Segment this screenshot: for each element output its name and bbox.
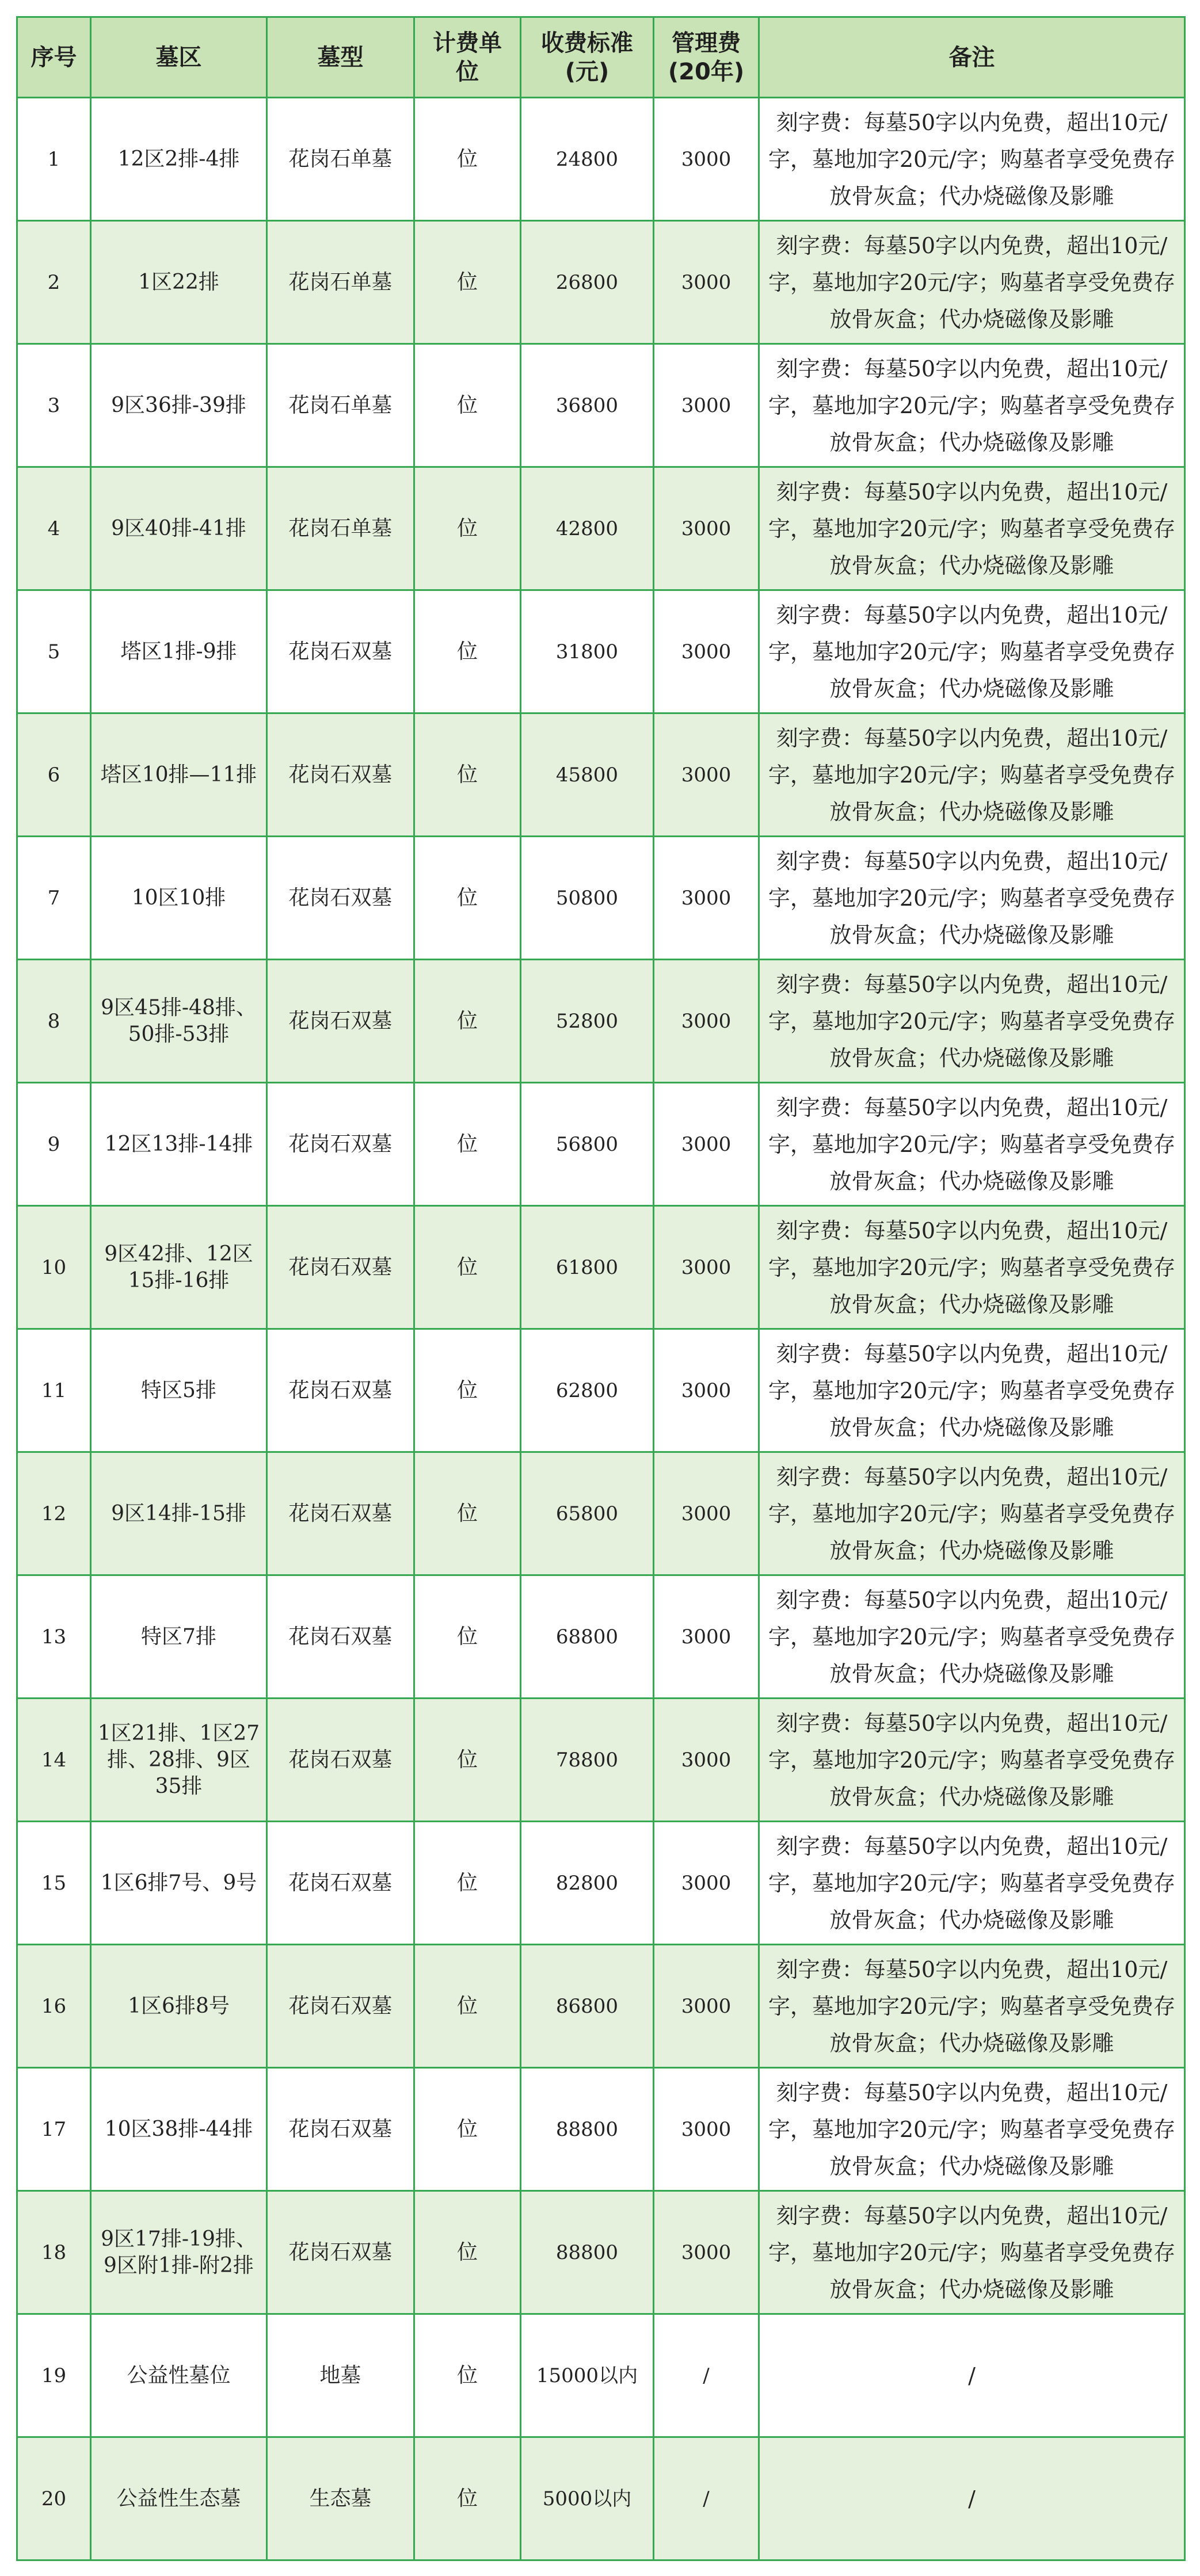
header-no: 序号 [17, 17, 91, 98]
cell-type: 花岗石双墓 [267, 1945, 414, 2068]
header-row [17, 17, 1185, 98]
cell-unit: 位 [414, 344, 521, 467]
cell-type: 地墓 [267, 2314, 414, 2437]
header-fee-line1: 管理费 [672, 29, 741, 56]
cell-unit: 位 [414, 2191, 521, 2314]
cell-type: 花岗石双墓 [267, 1206, 414, 1329]
cell-note: / [759, 2437, 1185, 2560]
table-row [17, 1083, 1185, 1206]
cell-note: 刻字费：每墓50字以内免费，超出10元/字，墓地加字20元/字；购墓者享受免费存放骨灰盒；代办烧磁像及影雕 [759, 98, 1185, 221]
cell-no: 9 [17, 1083, 91, 1206]
cell-type: 花岗石双墓 [267, 713, 414, 837]
header-unit-line1: 计费单 [433, 29, 502, 56]
cell-fee: 3000 [654, 1945, 759, 2068]
cell-area: 塔区10排—11排 [91, 713, 267, 837]
cell-area: 9区36排-39排 [91, 344, 267, 467]
table-row [17, 98, 1185, 221]
header-price-standard [521, 17, 654, 98]
table-row [17, 1329, 1185, 1452]
cell-unit: 位 [414, 590, 521, 713]
header-type: 墓型 [267, 17, 414, 98]
cell-note: 刻字费：每墓50字以内免费，超出10元/字，墓地加字20元/字；购墓者享受免费存放骨灰盒；代办烧磁像及影雕 [759, 1083, 1185, 1206]
cell-note: 刻字费：每墓50字以内免费，超出10元/字，墓地加字20元/字；购墓者享受免费存放骨灰盒；代办烧磁像及影雕 [759, 467, 1185, 590]
cell-price: 88800 [521, 2068, 654, 2191]
cell-price: 86800 [521, 1945, 654, 2068]
cell-price: 88800 [521, 2191, 654, 2314]
header-note: 备注 [759, 17, 1185, 98]
cell-no: 5 [17, 590, 91, 713]
cell-area: 9区45排-48排、50排-53排 [91, 960, 267, 1083]
cell-fee: 3000 [654, 98, 759, 221]
cell-note: 刻字费：每墓50字以内免费，超出10元/字，墓地加字20元/字；购墓者享受免费存放骨灰盒；代办烧磁像及影雕 [759, 1329, 1185, 1452]
cell-note: 刻字费：每墓50字以内免费，超出10元/字，墓地加字20元/字；购墓者享受免费存放骨灰盒；代办烧磁像及影雕 [759, 1575, 1185, 1699]
cell-area: 1区6排7号、9号 [91, 1822, 267, 1945]
table-row [17, 1822, 1185, 1945]
table-row [17, 2191, 1185, 2314]
header-fee-line2: (20年) [668, 58, 745, 85]
cell-fee: 3000 [654, 1452, 759, 1575]
cell-note: 刻字费：每墓50字以内免费，超出10元/字，墓地加字20元/字；购墓者享受免费存放骨灰盒；代办烧磁像及影雕 [759, 1206, 1185, 1329]
cell-area: 塔区1排-9排 [91, 590, 267, 713]
cell-unit: 位 [414, 837, 521, 960]
cell-unit: 位 [414, 467, 521, 590]
cell-no: 10 [17, 1206, 91, 1329]
cell-price: 68800 [521, 1575, 654, 1699]
cell-area: 9区14排-15排 [91, 1452, 267, 1575]
cell-no: 4 [17, 467, 91, 590]
table-row [17, 344, 1185, 467]
cell-area: 特区7排 [91, 1575, 267, 1699]
cell-price: 61800 [521, 1206, 654, 1329]
cell-type: 花岗石双墓 [267, 590, 414, 713]
cell-note: 刻字费：每墓50字以内免费，超出10元/字，墓地加字20元/字；购墓者享受免费存放骨灰盒；代办烧磁像及影雕 [759, 344, 1185, 467]
cell-unit: 位 [414, 2314, 521, 2437]
cell-note: 刻字费：每墓50字以内免费，超出10元/字，墓地加字20元/字；购墓者享受免费存放骨灰盒；代办烧磁像及影雕 [759, 221, 1185, 344]
cell-area: 9区42排、12区15排-16排 [91, 1206, 267, 1329]
cell-type: 花岗石双墓 [267, 1822, 414, 1945]
cell-fee: 3000 [654, 1699, 759, 1822]
cell-no: 14 [17, 1699, 91, 1822]
table-row [17, 2437, 1185, 2560]
cell-no: 2 [17, 221, 91, 344]
cell-price: 24800 [521, 98, 654, 221]
cell-unit: 位 [414, 1083, 521, 1206]
cell-no: 12 [17, 1452, 91, 1575]
cell-price: 78800 [521, 1699, 654, 1822]
cell-type: 花岗石双墓 [267, 1575, 414, 1699]
cell-unit: 位 [414, 1575, 521, 1699]
cell-area: 1区6排8号 [91, 1945, 267, 2068]
cell-no: 1 [17, 98, 91, 221]
cell-fee: 3000 [654, 2068, 759, 2191]
cell-no: 13 [17, 1575, 91, 1699]
cell-note: 刻字费：每墓50字以内免费，超出10元/字，墓地加字20元/字；购墓者享受免费存放骨灰盒；代办烧磁像及影雕 [759, 837, 1185, 960]
cell-area: 10区10排 [91, 837, 267, 960]
header-std-line2: (元) [565, 58, 609, 85]
cell-no: 3 [17, 344, 91, 467]
cell-no: 20 [17, 2437, 91, 2560]
cell-unit: 位 [414, 221, 521, 344]
table-row [17, 590, 1185, 713]
cell-fee: 3000 [654, 590, 759, 713]
cell-type: 花岗石双墓 [267, 1083, 414, 1206]
cell-note: 刻字费：每墓50字以内免费，超出10元/字，墓地加字20元/字；购墓者享受免费存放骨灰盒；代办烧磁像及影雕 [759, 2191, 1185, 2314]
cell-no: 17 [17, 2068, 91, 2191]
cell-type: 花岗石单墓 [267, 221, 414, 344]
cell-no: 18 [17, 2191, 91, 2314]
cell-type: 花岗石单墓 [267, 467, 414, 590]
cell-price: 65800 [521, 1452, 654, 1575]
cell-area: 9区17排-19排、9区附1排-附2排 [91, 2191, 267, 2314]
cell-no: 19 [17, 2314, 91, 2437]
cell-unit: 位 [414, 713, 521, 837]
cell-unit: 位 [414, 1452, 521, 1575]
cell-fee: 3000 [654, 1083, 759, 1206]
cell-area: 10区38排-44排 [91, 2068, 267, 2191]
cell-no: 8 [17, 960, 91, 1083]
cell-area: 公益性生态墓 [91, 2437, 267, 2560]
table-row [17, 2068, 1185, 2191]
cell-price: 42800 [521, 467, 654, 590]
cell-fee: 3000 [654, 1575, 759, 1699]
cell-price: 31800 [521, 590, 654, 713]
cell-fee: 3000 [654, 1206, 759, 1329]
cell-note: 刻字费：每墓50字以内免费，超出10元/字，墓地加字20元/字；购墓者享受免费存放骨灰盒；代办烧磁像及影雕 [759, 1945, 1185, 2068]
cell-area: 1区22排 [91, 221, 267, 344]
table-row [17, 467, 1185, 590]
cell-type: 花岗石双墓 [267, 2191, 414, 2314]
cell-area: 12区2排-4排 [91, 98, 267, 221]
cell-unit: 位 [414, 1329, 521, 1452]
cell-unit: 位 [414, 98, 521, 221]
cell-no: 16 [17, 1945, 91, 2068]
table-row [17, 837, 1185, 960]
table-row [17, 1945, 1185, 2068]
cell-note: 刻字费：每墓50字以内免费，超出10元/字，墓地加字20元/字；购墓者享受免费存放骨灰盒；代办烧磁像及影雕 [759, 2068, 1185, 2191]
cell-no: 15 [17, 1822, 91, 1945]
cell-note: 刻字费：每墓50字以内免费，超出10元/字，墓地加字20元/字；购墓者享受免费存放骨灰盒；代办烧磁像及影雕 [759, 590, 1185, 713]
cell-no: 6 [17, 713, 91, 837]
header-management-fee [654, 17, 759, 98]
cell-type: 花岗石单墓 [267, 344, 414, 467]
cell-no: 7 [17, 837, 91, 960]
cell-area: 9区40排-41排 [91, 467, 267, 590]
cell-area: 特区5排 [91, 1329, 267, 1452]
cell-price: 36800 [521, 344, 654, 467]
cell-unit: 位 [414, 1206, 521, 1329]
cell-area: 公益性墓位 [91, 2314, 267, 2437]
table-row [17, 1452, 1185, 1575]
cell-area: 12区13排-14排 [91, 1083, 267, 1206]
cell-note: 刻字费：每墓50字以内免费，超出10元/字，墓地加字20元/字；购墓者享受免费存放骨灰盒；代办烧磁像及影雕 [759, 1452, 1185, 1575]
table-row [17, 1575, 1185, 1699]
cell-fee: / [654, 2437, 759, 2560]
table-row [17, 2314, 1185, 2437]
cell-note: 刻字费：每墓50字以内免费，超出10元/字，墓地加字20元/字；购墓者享受免费存放骨灰盒；代办烧磁像及影雕 [759, 713, 1185, 837]
cell-fee: / [654, 2314, 759, 2437]
cell-fee: 3000 [654, 344, 759, 467]
cell-fee: 3000 [654, 960, 759, 1083]
cell-price: 45800 [521, 713, 654, 837]
cemetery-price-table [16, 16, 1186, 2561]
cell-note: 刻字费：每墓50字以内免费，超出10元/字，墓地加字20元/字；购墓者享受免费存放骨灰盒；代办烧磁像及影雕 [759, 1822, 1185, 1945]
cell-price: 62800 [521, 1329, 654, 1452]
cell-note: 刻字费：每墓50字以内免费，超出10元/字，墓地加字20元/字；购墓者享受免费存放骨灰盒；代办烧磁像及影雕 [759, 1699, 1185, 1822]
cell-note: 刻字费：每墓50字以内免费，超出10元/字，墓地加字20元/字；购墓者享受免费存放骨灰盒；代办烧磁像及影雕 [759, 960, 1185, 1083]
cell-fee: 3000 [654, 837, 759, 960]
cell-price: 26800 [521, 221, 654, 344]
cell-type: 花岗石单墓 [267, 98, 414, 221]
cell-type: 生态墓 [267, 2437, 414, 2560]
cell-unit: 位 [414, 960, 521, 1083]
cell-type: 花岗石双墓 [267, 1452, 414, 1575]
cell-fee: 3000 [654, 467, 759, 590]
header-std-line1: 收费标准 [541, 29, 633, 56]
table-body [17, 98, 1185, 2560]
cell-note: / [759, 2314, 1185, 2437]
table-row [17, 1206, 1185, 1329]
cell-unit: 位 [414, 2437, 521, 2560]
cell-no: 11 [17, 1329, 91, 1452]
cell-price: 15000以内 [521, 2314, 654, 2437]
cell-price: 5000以内 [521, 2437, 654, 2560]
cell-price: 50800 [521, 837, 654, 960]
cell-unit: 位 [414, 1822, 521, 1945]
cell-type: 花岗石双墓 [267, 1699, 414, 1822]
cell-fee: 3000 [654, 1822, 759, 1945]
header-area: 墓区 [91, 17, 267, 98]
header-unit [414, 17, 521, 98]
cell-type: 花岗石双墓 [267, 1329, 414, 1452]
cell-unit: 位 [414, 2068, 521, 2191]
cell-fee: 3000 [654, 2191, 759, 2314]
cell-type: 花岗石双墓 [267, 837, 414, 960]
header-unit-line2: 位 [456, 58, 479, 85]
cell-area: 1区21排、1区27排、28排、9区35排 [91, 1699, 267, 1822]
cell-unit: 位 [414, 1699, 521, 1822]
table-row [17, 1699, 1185, 1822]
cell-fee: 3000 [654, 221, 759, 344]
cell-fee: 3000 [654, 1329, 759, 1452]
cell-fee: 3000 [654, 713, 759, 837]
cell-price: 52800 [521, 960, 654, 1083]
table-row [17, 713, 1185, 837]
cell-unit: 位 [414, 1945, 521, 2068]
table-row [17, 221, 1185, 344]
table-row [17, 960, 1185, 1083]
cell-type: 花岗石双墓 [267, 2068, 414, 2191]
price-table-sheet [16, 16, 1184, 2559]
cell-price: 82800 [521, 1822, 654, 1945]
cell-price: 56800 [521, 1083, 654, 1206]
cell-type: 花岗石双墓 [267, 960, 414, 1083]
